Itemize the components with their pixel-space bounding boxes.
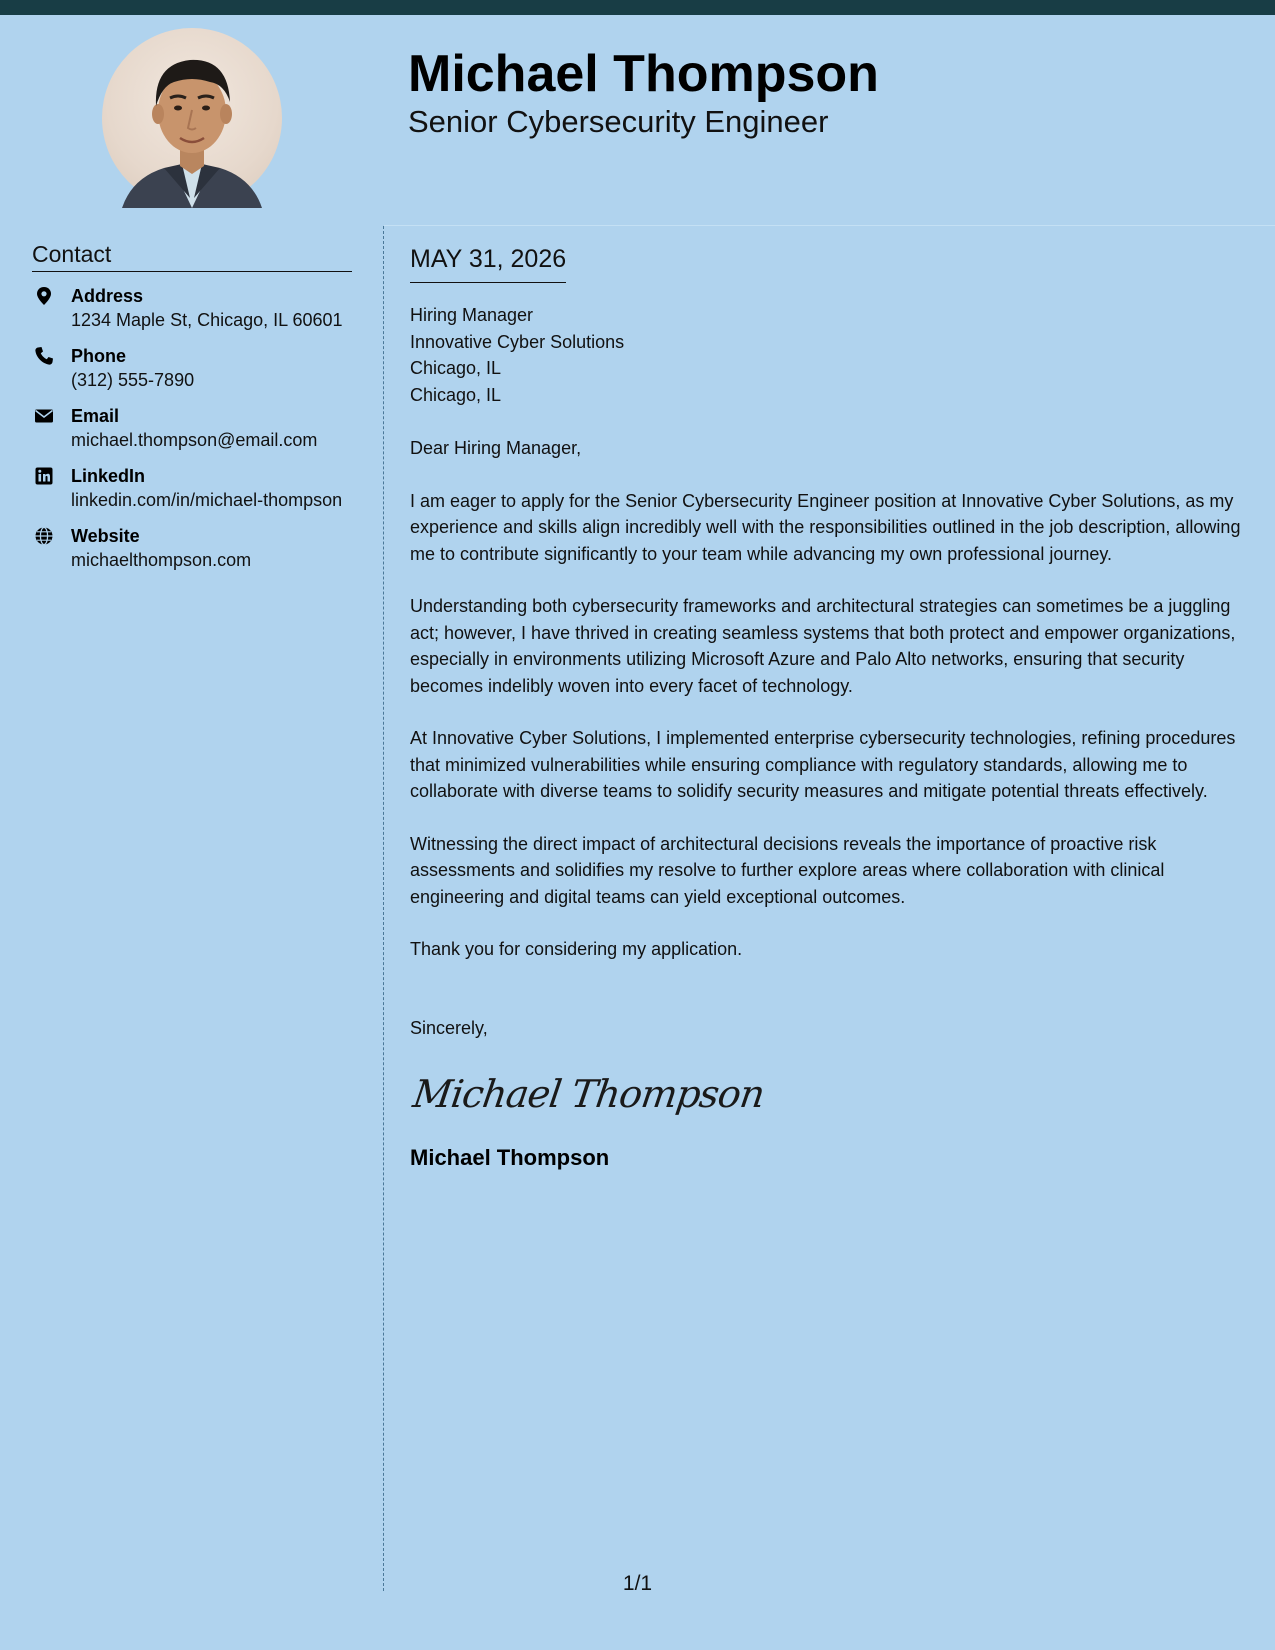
- contact-item-linkedin: [32, 464, 352, 512]
- applicant-title: Senior Cybersecurity Engineer: [408, 104, 829, 139]
- website-value[interactable]: michaelthompson.com: [71, 550, 252, 570]
- address-value: 1234 Maple St, Chicago, IL 60601: [71, 310, 343, 330]
- body-paragraph: At Innovative Cyber Solutions, I implemented enterprise cybersecurity technologies, refining procedures that minimized vulnerabilities while ensuring compliance with regulatory standards, allowing me to collaborate with diverse teams to solidify security measures and mitigate potential threats effectively.: [410, 728, 1236, 801]
- phone-value: (312) 555-7890: [71, 370, 195, 390]
- body-paragraph: Witnessing the direct impact of architectural decisions reveals the importance of proactive risk assessments and solidifies my resolve to further explore areas where collaboration with clinical engineering and digital teams can yield exceptional outcomes.: [410, 833, 1165, 907]
- contact-item-email: [32, 404, 352, 452]
- profile-photo: [102, 28, 282, 208]
- contact-sidebar: [32, 238, 352, 584]
- envelope-icon: [34, 406, 54, 426]
- printed-name: Michael Thompson: [410, 1145, 610, 1170]
- closing: Sincerely,: [410, 1017, 488, 1038]
- recipient-line: Chicago, IL: [410, 384, 502, 405]
- map-pin-icon: [34, 286, 54, 306]
- column-divider: [383, 226, 384, 1591]
- top-accent-bar: [0, 0, 1275, 15]
- header-divider: [384, 225, 1275, 226]
- linkedin-value[interactable]: linkedin.com/in/michael-thompson: [71, 490, 343, 510]
- contact-heading: Contact: [32, 238, 352, 272]
- contact-list: [32, 284, 352, 572]
- recipient-line: Chicago, IL: [410, 358, 502, 378]
- contact-item-website: [32, 524, 352, 572]
- letter-date: MAY 31, 2026: [410, 242, 566, 283]
- phone-icon: [34, 346, 54, 366]
- applicant-name: Michael Thompson: [408, 45, 879, 103]
- contact-label: Email: [71, 406, 120, 426]
- contact-label: Website: [71, 526, 140, 546]
- letter-body: [410, 242, 1245, 1173]
- email-value[interactable]: michael.thompson@email.com: [71, 430, 318, 450]
- recipient-block: [410, 302, 1245, 408]
- recipient-line: Hiring Manager: [410, 305, 534, 325]
- recipient-line: Innovative Cyber Solutions: [410, 331, 625, 352]
- page-number: 1/1: [622, 1572, 653, 1595]
- body-paragraph: I am eager to apply for the Senior Cybersecurity Engineer position at Innovative Cyber Solutions, as my experience and skills align incredibly well with the responsibilities outlined in the job description, allowing me to contribute significantly to your team while advancing my own professional journey.: [410, 490, 1241, 564]
- salutation: Dear Hiring Manager,: [410, 438, 582, 458]
- thank-you-line: Thank you for considering my application.: [410, 939, 743, 959]
- globe-icon: [34, 526, 54, 546]
- contact-label: Address: [71, 286, 144, 306]
- contact-label: LinkedIn: [71, 466, 146, 486]
- contact-label: Phone: [71, 346, 127, 366]
- linkedin-icon: [34, 466, 54, 486]
- handwritten-signature: Michael Thompson: [410, 1072, 767, 1116]
- contact-item-address: [32, 284, 352, 332]
- contact-item-phone: [32, 344, 352, 392]
- body-paragraph: Understanding both cybersecurity frameworks and architectural strategies can sometimes be a juggling act; however, I have thrived in creating seamless systems that both protect and empower organizations, especially in environments utilizing Microsoft Azure and Palo Alto networks, ensuring that security becomes indelibly woven into every facet of technology.: [410, 596, 1236, 696]
